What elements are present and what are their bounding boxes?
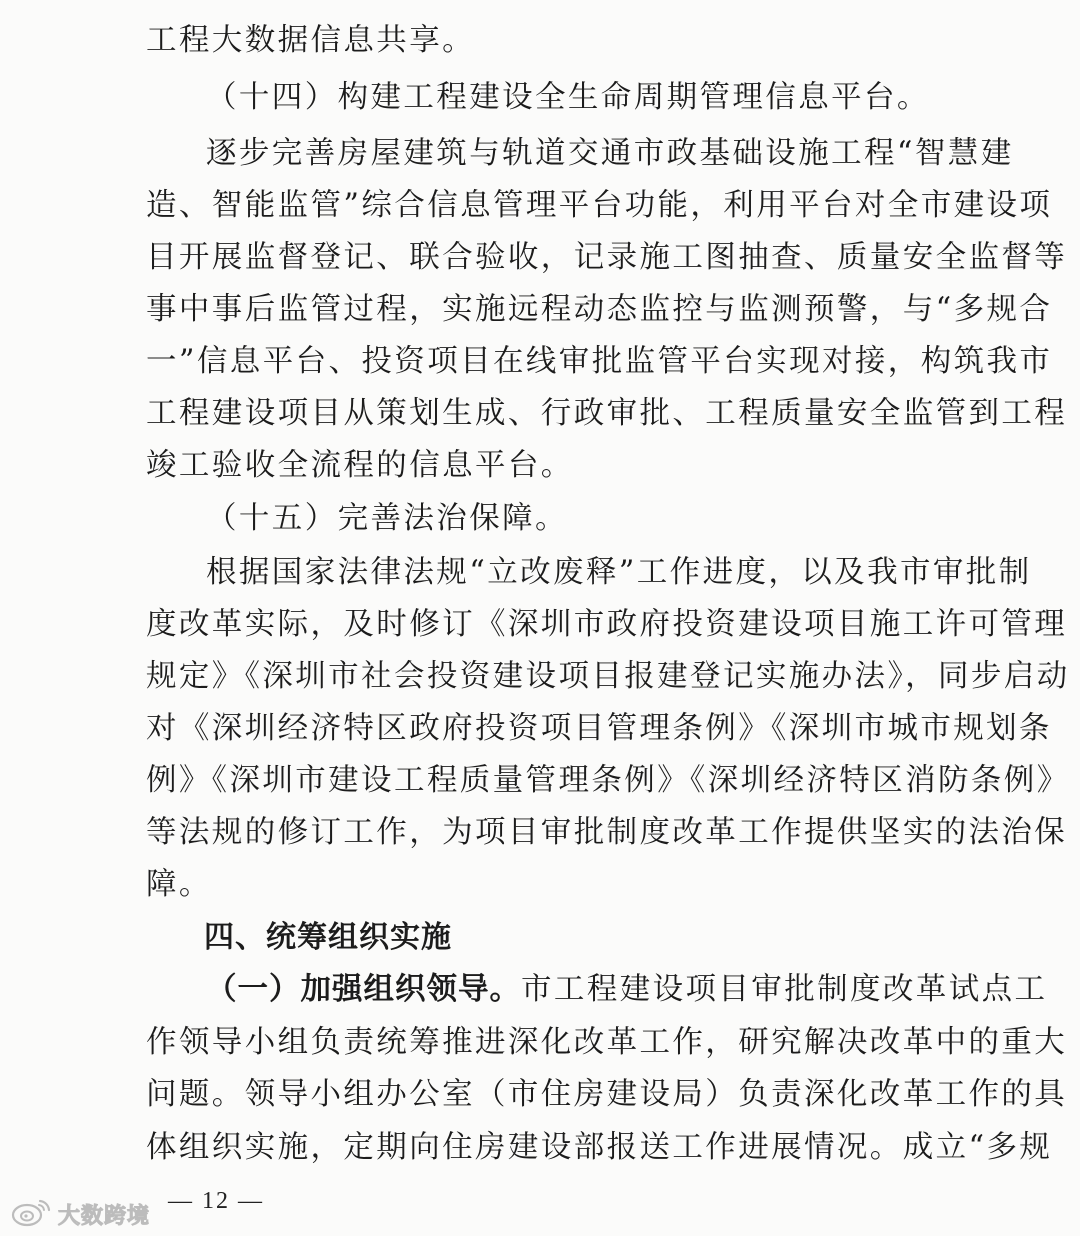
item-one-text: 市工程建设项目审批制度改革试点工 (521, 972, 1048, 1007)
item-one-lead: （一）加强组织领导。 (206, 972, 521, 1007)
text-line: 问题。领导小组办公室（市住房建设局）负责深化改革工作的具 (146, 1077, 1068, 1112)
text-line: 规定》《深圳市社会投资建设项目报建登记实施办法》，同步启动 (146, 659, 1070, 694)
text-line: 作领导小组负责统筹推进深化改革工作，研究解决改革中的重大 (146, 1025, 1068, 1060)
text-line: 逐步完善房屋建筑与轨道交通市政基础设施工程“智慧建 (206, 136, 1014, 171)
text-line: 例》《深圳市建设工程质量管理条例》《深圳经济特区消防条例》 (146, 763, 1070, 798)
text-line: 体组织实施，定期向住房建设部报送工作进展情况。成立“多规 (146, 1130, 1053, 1165)
text-line: 事中事后监管过程，实施远程动态监控与监测预警，与“多规合 (146, 292, 1053, 327)
text-line: 竣工验收全流程的信息平台。 (146, 448, 574, 483)
page-number: — 12 — (168, 1188, 264, 1214)
text-line: 障。 (146, 867, 212, 902)
subsection-heading-14: （十四）构建工程建设全生命周期管理信息平台。 (206, 80, 930, 115)
text-line: 根据国家法律法规“立改废释”工作进度，以及我市审批制 (206, 555, 1032, 590)
text-line: 度改革实际，及时修订《深圳市政府投资建设项目施工许可管理 (146, 607, 1068, 642)
text-line: 造、智能监管”综合信息管理平台功能，利用平台对全市建设项 (146, 188, 1053, 223)
watermark (10, 1196, 150, 1232)
item-one-line (206, 970, 1048, 1010)
weibo-logo-icon (10, 1197, 52, 1231)
text-line: 工程建设项目从策划生成、行政审批、工程质量安全监管到工程 (146, 396, 1068, 431)
text-line: 一”信息平台、投资项目在线审批监管平台实现对接，构筑我市 (146, 344, 1053, 379)
subsection-heading-15: （十五）完善法治保障。 (206, 501, 568, 536)
text-line: 工程大数据信息共享。 (146, 23, 475, 58)
section-heading: 四、统筹组织实施 (204, 920, 452, 955)
text-line: 目开展监督登记、联合验收，记录施工图抽查、质量安全监督等 (146, 240, 1068, 275)
watermark-text: 大数跨境 (58, 1203, 151, 1229)
text-line: 对《深圳经济特区政府投资项目管理条例》《深圳市城市规划条 (146, 711, 1052, 746)
text-line: 等法规的修订工作，为项目审批制度改革工作提供坚实的法治保 (146, 815, 1068, 850)
